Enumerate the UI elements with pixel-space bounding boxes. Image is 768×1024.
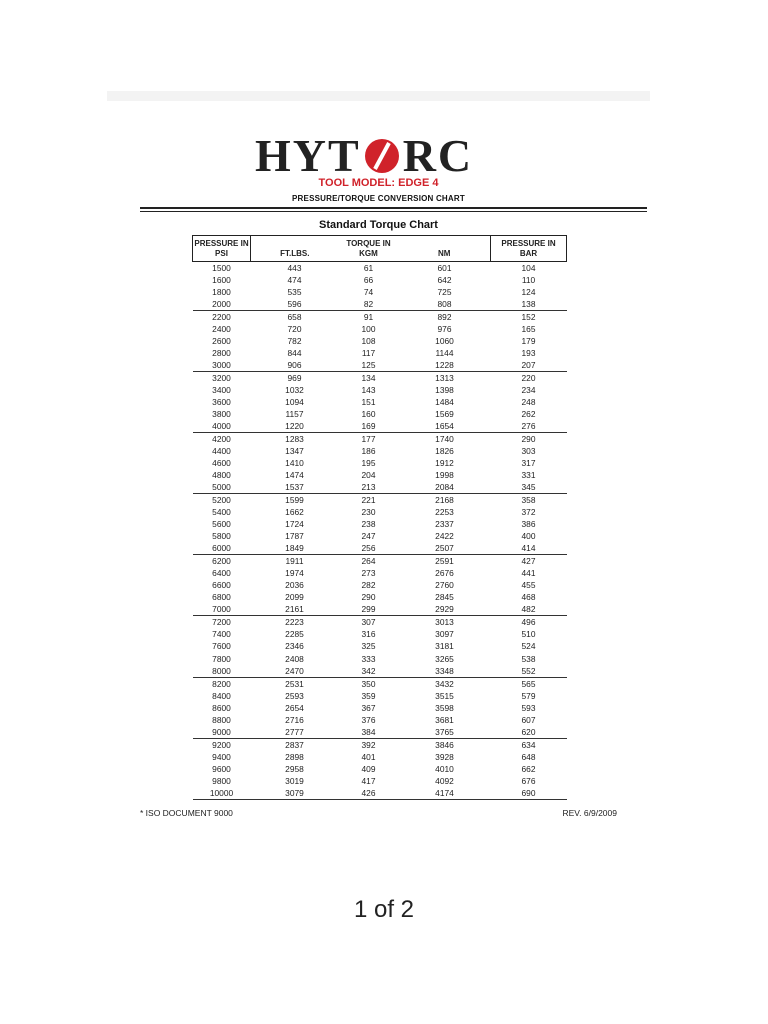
cell-ft-lbs: 906 bbox=[287, 360, 302, 371]
hytorc-logo bbox=[255, 130, 474, 181]
cell-bar: 358 bbox=[491, 494, 567, 507]
cell-psi: 2000 bbox=[212, 299, 231, 310]
cell-bar: 455 bbox=[521, 580, 536, 591]
cell-kgm: 134 bbox=[339, 372, 399, 385]
table-row bbox=[193, 506, 567, 518]
cell-ft-lbs: 535 bbox=[287, 287, 302, 298]
cell-bar: 220 bbox=[491, 372, 567, 385]
cell-bar: 414 bbox=[521, 543, 536, 554]
cell-bar: 290 bbox=[491, 433, 567, 446]
table-row bbox=[193, 420, 567, 433]
header-pressure-bar-line1: PRESSURE IN bbox=[501, 239, 556, 248]
cell-ft-lbs: 1662 bbox=[285, 507, 304, 518]
table-row bbox=[193, 274, 567, 286]
table-row bbox=[193, 665, 567, 678]
cell-ft-lbs: 2408 bbox=[285, 653, 304, 664]
cell-bar: 496 bbox=[491, 616, 567, 629]
cell-bar: 524 bbox=[521, 641, 536, 652]
cell-kgm: 264 bbox=[339, 555, 399, 568]
table-row bbox=[193, 653, 567, 665]
cell-ft-lbs: 1220 bbox=[285, 421, 304, 432]
table-row bbox=[193, 408, 567, 420]
cell-nm: 3097 bbox=[435, 629, 454, 640]
cell-kgm: 125 bbox=[361, 360, 376, 371]
cell-psi: 4000 bbox=[212, 421, 231, 432]
cell-nm: 3265 bbox=[435, 653, 454, 664]
cell-kgm: 273 bbox=[361, 568, 376, 579]
cell-psi: 1500 bbox=[212, 263, 231, 273]
cell-nm: 3928 bbox=[435, 751, 454, 762]
cell-bar: 124 bbox=[521, 287, 536, 298]
cell-bar: 152 bbox=[491, 311, 567, 324]
table-row bbox=[193, 763, 567, 775]
cell-psi: 4600 bbox=[212, 458, 231, 469]
cell-bar: 276 bbox=[521, 421, 536, 432]
cell-nm: 1912 bbox=[435, 458, 454, 469]
cell-ft-lbs: 1724 bbox=[285, 519, 304, 530]
cell-nm: 4174 bbox=[399, 787, 491, 800]
cell-nm: 3013 bbox=[399, 616, 491, 629]
cell-nm: 1228 bbox=[435, 360, 454, 371]
cell-kgm: 426 bbox=[339, 787, 399, 800]
cell-ft-lbs: 658 bbox=[251, 311, 339, 324]
cell-ft-lbs: 1974 bbox=[285, 568, 304, 579]
cell-kgm: 66 bbox=[363, 275, 374, 286]
cell-nm: 3432 bbox=[399, 677, 491, 690]
cell-kgm: 256 bbox=[361, 543, 376, 554]
cell-kgm: 384 bbox=[361, 726, 376, 737]
cell-bar: 565 bbox=[491, 677, 567, 690]
cell-nm: 2676 bbox=[435, 568, 454, 579]
cell-ft-lbs: 844 bbox=[287, 348, 302, 359]
cell-kgm: 91 bbox=[339, 311, 399, 324]
cell-psi: 8400 bbox=[212, 690, 231, 701]
chart-subtitle: PRESSURE/TORQUE CONVERSION CHART bbox=[292, 194, 465, 203]
header-rule-thick bbox=[140, 207, 647, 209]
cell-bar: 262 bbox=[521, 409, 536, 420]
cell-bar: 248 bbox=[521, 397, 536, 408]
cell-psi: 5600 bbox=[212, 519, 231, 530]
cell-psi: 8800 bbox=[212, 714, 231, 725]
table-header-row bbox=[193, 236, 567, 262]
header-pressure-psi-line2: PSI bbox=[215, 249, 228, 258]
cell-psi: 3200 bbox=[193, 372, 251, 385]
cell-nm: 3765 bbox=[435, 726, 454, 737]
table-row bbox=[193, 640, 567, 652]
table-row bbox=[193, 726, 567, 739]
cell-psi: 3600 bbox=[212, 397, 231, 408]
cell-ft-lbs: 2346 bbox=[285, 641, 304, 652]
cell-psi: 8200 bbox=[193, 677, 251, 690]
cell-psi: 2600 bbox=[212, 336, 231, 347]
cell-bar: 510 bbox=[521, 629, 536, 640]
cell-kgm: 82 bbox=[363, 299, 374, 310]
cell-nm: 4010 bbox=[435, 763, 454, 774]
cell-ft-lbs: 3079 bbox=[251, 787, 339, 800]
cell-bar: 400 bbox=[521, 531, 536, 542]
cell-kgm: 160 bbox=[361, 409, 376, 420]
cell-kgm: 247 bbox=[361, 531, 376, 542]
cell-ft-lbs: 1787 bbox=[285, 531, 304, 542]
cell-bar: 317 bbox=[521, 458, 536, 469]
cell-ft-lbs: 2161 bbox=[285, 604, 304, 615]
cell-psi: 9800 bbox=[212, 775, 231, 786]
cell-psi: 7800 bbox=[212, 653, 231, 664]
cell-nm: 2507 bbox=[435, 543, 454, 554]
cell-psi: 8000 bbox=[212, 665, 231, 676]
cell-ft-lbs: 1911 bbox=[251, 555, 339, 568]
logo-text-suffix: RC bbox=[402, 130, 474, 181]
cell-kgm: 316 bbox=[361, 629, 376, 640]
cell-kgm: 282 bbox=[361, 580, 376, 591]
cell-kgm: 61 bbox=[363, 263, 374, 273]
cell-kgm: 230 bbox=[361, 507, 376, 518]
cell-nm: 2760 bbox=[435, 580, 454, 591]
logo-o-slash-icon bbox=[363, 137, 401, 175]
cell-kgm: 221 bbox=[339, 494, 399, 507]
cell-nm: 1569 bbox=[435, 409, 454, 420]
cell-nm: 2422 bbox=[435, 531, 454, 542]
table-row bbox=[193, 677, 567, 690]
cell-nm: 2084 bbox=[435, 482, 454, 493]
table-row bbox=[193, 311, 567, 324]
table-row bbox=[193, 690, 567, 702]
cell-psi: 9000 bbox=[212, 726, 231, 737]
cell-nm: 892 bbox=[399, 311, 491, 324]
cell-psi: 1800 bbox=[212, 287, 231, 298]
cell-nm: 1998 bbox=[435, 470, 454, 481]
table-row bbox=[193, 372, 567, 385]
cell-nm: 1060 bbox=[435, 336, 454, 347]
table-row bbox=[193, 396, 567, 408]
header-rule-thin bbox=[140, 211, 647, 212]
table-row bbox=[193, 775, 567, 787]
table-row bbox=[193, 751, 567, 763]
cell-kgm: 195 bbox=[361, 458, 376, 469]
cell-psi: 7400 bbox=[212, 629, 231, 640]
cell-bar: 179 bbox=[521, 336, 536, 347]
table-row bbox=[193, 445, 567, 457]
cell-ft-lbs: 1094 bbox=[285, 397, 304, 408]
cell-nm: 1313 bbox=[399, 372, 491, 385]
table-row bbox=[193, 469, 567, 481]
table-row bbox=[193, 616, 567, 629]
cell-psi: 3800 bbox=[212, 409, 231, 420]
cell-nm: 1144 bbox=[435, 348, 454, 359]
cell-ft-lbs: 443 bbox=[287, 263, 302, 273]
cell-ft-lbs: 2958 bbox=[285, 763, 304, 774]
cell-kgm: 100 bbox=[361, 324, 376, 335]
cell-ft-lbs: 969 bbox=[251, 372, 339, 385]
header-pressure-psi-line1: PRESSURE IN bbox=[194, 239, 249, 248]
cell-nm: 3598 bbox=[435, 702, 454, 713]
cell-kgm: 213 bbox=[361, 482, 376, 493]
table-row bbox=[193, 323, 567, 335]
cell-bar: 372 bbox=[521, 507, 536, 518]
header-kgm-label: KGM bbox=[359, 249, 378, 258]
cell-bar: 303 bbox=[521, 446, 536, 457]
cell-psi: 3000 bbox=[212, 360, 231, 371]
cell-psi: 7000 bbox=[212, 604, 231, 615]
cell-kgm: 238 bbox=[361, 519, 376, 530]
cell-bar: 207 bbox=[521, 360, 536, 371]
cell-bar: 552 bbox=[521, 665, 536, 676]
viewer-top-band bbox=[107, 91, 650, 101]
footer-revision: REV. 6/9/2009 bbox=[562, 808, 617, 818]
footer-iso-note: * ISO DOCUMENT 9000 bbox=[140, 808, 233, 818]
cell-ft-lbs: 2285 bbox=[285, 629, 304, 640]
table-row bbox=[193, 518, 567, 530]
cell-bar: 427 bbox=[491, 555, 567, 568]
cell-bar: 386 bbox=[521, 519, 536, 530]
table-row bbox=[193, 714, 567, 726]
cell-bar: 690 bbox=[491, 787, 567, 800]
cell-bar: 138 bbox=[521, 299, 536, 310]
cell-psi: 2400 bbox=[212, 324, 231, 335]
cell-ft-lbs: 720 bbox=[287, 324, 302, 335]
cell-nm: 4092 bbox=[435, 775, 454, 786]
cell-kgm: 333 bbox=[361, 653, 376, 664]
header-pressure-psi bbox=[193, 236, 251, 262]
cell-ft-lbs: 2716 bbox=[285, 714, 304, 725]
cell-ft-lbs: 1157 bbox=[285, 409, 304, 420]
cell-kgm: 367 bbox=[361, 702, 376, 713]
cell-kgm: 204 bbox=[361, 470, 376, 481]
cell-kgm: 392 bbox=[339, 738, 399, 751]
cell-bar: 593 bbox=[521, 702, 536, 713]
table-row bbox=[193, 579, 567, 591]
cell-nm: 2253 bbox=[435, 507, 454, 518]
cell-ft-lbs: 2223 bbox=[251, 616, 339, 629]
cell-nm: 2591 bbox=[399, 555, 491, 568]
header-pressure-bar-line2: BAR bbox=[519, 249, 538, 258]
cell-kgm: 307 bbox=[339, 616, 399, 629]
cell-kgm: 74 bbox=[363, 287, 374, 298]
cell-psi: 6400 bbox=[212, 568, 231, 579]
cell-bar: 538 bbox=[521, 653, 536, 664]
cell-psi: 2200 bbox=[193, 311, 251, 324]
cell-psi: 2800 bbox=[212, 348, 231, 359]
cell-nm: 1484 bbox=[435, 397, 454, 408]
cell-ft-lbs: 474 bbox=[287, 275, 302, 286]
cell-psi: 8600 bbox=[212, 702, 231, 713]
table-row bbox=[193, 628, 567, 640]
cell-psi: 6200 bbox=[193, 555, 251, 568]
cell-ft-lbs: 1283 bbox=[251, 433, 339, 446]
cell-ft-lbs: 2470 bbox=[285, 665, 304, 676]
cell-ft-lbs: 1537 bbox=[285, 482, 304, 493]
table-row bbox=[193, 555, 567, 568]
table-row bbox=[193, 481, 567, 494]
cell-bar: 468 bbox=[521, 592, 536, 603]
logo-text-prefix: HYT bbox=[255, 130, 361, 181]
document-page bbox=[107, 101, 650, 835]
cell-bar: 648 bbox=[521, 751, 536, 762]
cell-ft-lbs: 2099 bbox=[285, 592, 304, 603]
table-row bbox=[193, 286, 567, 298]
torque-table bbox=[192, 235, 567, 800]
cell-bar: 662 bbox=[521, 763, 536, 774]
cell-kgm: 177 bbox=[339, 433, 399, 446]
cell-bar: 607 bbox=[521, 714, 536, 725]
cell-nm: 1398 bbox=[435, 385, 454, 396]
cell-kgm: 376 bbox=[361, 714, 376, 725]
cell-kgm: 151 bbox=[361, 397, 376, 408]
header-nm bbox=[399, 236, 491, 262]
cell-bar: 634 bbox=[491, 738, 567, 751]
cell-bar: 482 bbox=[521, 604, 536, 615]
cell-nm: 1826 bbox=[435, 446, 454, 457]
cell-nm: 808 bbox=[437, 299, 452, 310]
cell-kgm: 325 bbox=[361, 641, 376, 652]
table-row bbox=[193, 384, 567, 396]
table-row bbox=[193, 494, 567, 507]
header-ft-lbs bbox=[251, 236, 339, 262]
chart-title: Standard Torque Chart bbox=[319, 219, 438, 231]
cell-bar: 345 bbox=[521, 482, 536, 493]
cell-nm: 1740 bbox=[399, 433, 491, 446]
cell-bar: 620 bbox=[521, 726, 536, 737]
cell-ft-lbs: 1599 bbox=[251, 494, 339, 507]
table-row bbox=[193, 603, 567, 616]
cell-psi: 5400 bbox=[212, 507, 231, 518]
cell-psi: 6000 bbox=[212, 543, 231, 554]
cell-psi: 10000 bbox=[193, 787, 251, 800]
cell-psi: 5800 bbox=[212, 531, 231, 542]
cell-kgm: 417 bbox=[361, 775, 376, 786]
table-row bbox=[193, 567, 567, 579]
cell-ft-lbs: 2531 bbox=[251, 677, 339, 690]
cell-kgm: 169 bbox=[361, 421, 376, 432]
cell-nm: 2845 bbox=[435, 592, 454, 603]
cell-kgm: 401 bbox=[361, 751, 376, 762]
cell-nm: 3181 bbox=[435, 641, 454, 652]
cell-ft-lbs: 1347 bbox=[285, 446, 304, 457]
cell-nm: 642 bbox=[437, 275, 452, 286]
table-row bbox=[193, 702, 567, 714]
table-row bbox=[193, 530, 567, 542]
cell-kgm: 299 bbox=[361, 604, 376, 615]
cell-nm: 2168 bbox=[399, 494, 491, 507]
cell-kgm: 117 bbox=[361, 348, 376, 359]
header-nm-label: NM bbox=[438, 249, 451, 258]
cell-nm: 3846 bbox=[399, 738, 491, 751]
cell-psi: 4400 bbox=[212, 446, 231, 457]
cell-bar: 234 bbox=[521, 385, 536, 396]
cell-nm: 3348 bbox=[435, 665, 454, 676]
cell-bar: 331 bbox=[521, 470, 536, 481]
cell-ft-lbs: 1474 bbox=[285, 470, 304, 481]
table-row bbox=[193, 738, 567, 751]
header-ft-lbs-label: FT.LBS. bbox=[280, 249, 310, 258]
page-indicator: 1 of 2 bbox=[353, 896, 415, 923]
table-row bbox=[193, 787, 567, 800]
header-kgm bbox=[339, 236, 399, 262]
cell-psi: 5000 bbox=[212, 482, 231, 493]
cell-ft-lbs: 3019 bbox=[285, 775, 304, 786]
table-row bbox=[193, 359, 567, 372]
cell-kgm: 290 bbox=[361, 592, 376, 603]
cell-psi: 6600 bbox=[212, 580, 231, 591]
table-row bbox=[193, 591, 567, 603]
cell-nm: 3515 bbox=[435, 690, 454, 701]
cell-ft-lbs: 2036 bbox=[285, 580, 304, 591]
cell-psi: 4200 bbox=[193, 433, 251, 446]
table-row bbox=[193, 335, 567, 347]
cell-nm: 1654 bbox=[435, 421, 454, 432]
cell-psi: 9600 bbox=[212, 763, 231, 774]
cell-psi: 5200 bbox=[193, 494, 251, 507]
cell-nm: 725 bbox=[437, 287, 452, 298]
cell-psi: 6800 bbox=[212, 592, 231, 603]
cell-kgm: 342 bbox=[361, 665, 376, 676]
cell-bar: 579 bbox=[521, 690, 536, 701]
header-torque-group: TORQUE IN bbox=[346, 239, 391, 248]
cell-bar: 193 bbox=[521, 348, 536, 359]
cell-bar: 165 bbox=[521, 324, 536, 335]
cell-psi: 9400 bbox=[212, 751, 231, 762]
cell-psi: 7200 bbox=[193, 616, 251, 629]
table-row bbox=[193, 347, 567, 359]
cell-kgm: 350 bbox=[339, 677, 399, 690]
cell-kgm: 186 bbox=[361, 446, 376, 457]
cell-kgm: 409 bbox=[361, 763, 376, 774]
cell-nm: 2337 bbox=[435, 519, 454, 530]
cell-kgm: 359 bbox=[361, 690, 376, 701]
cell-ft-lbs: 2654 bbox=[285, 702, 304, 713]
cell-ft-lbs: 596 bbox=[287, 299, 302, 310]
cell-ft-lbs: 1410 bbox=[285, 458, 304, 469]
cell-ft-lbs: 2837 bbox=[251, 738, 339, 751]
cell-ft-lbs: 2777 bbox=[285, 726, 304, 737]
cell-bar: 104 bbox=[521, 263, 536, 273]
cell-ft-lbs: 2898 bbox=[285, 751, 304, 762]
cell-bar: 110 bbox=[521, 275, 536, 286]
table-row bbox=[193, 298, 567, 311]
table-row bbox=[193, 433, 567, 446]
cell-kgm: 143 bbox=[361, 385, 376, 396]
cell-bar: 676 bbox=[521, 775, 536, 786]
cell-psi: 3400 bbox=[212, 385, 231, 396]
header-pressure-bar bbox=[491, 236, 567, 262]
cell-nm: 976 bbox=[437, 324, 452, 335]
cell-psi: 1600 bbox=[212, 275, 231, 286]
cell-kgm: 108 bbox=[361, 336, 376, 347]
cell-psi: 4800 bbox=[212, 470, 231, 481]
cell-nm: 2929 bbox=[435, 604, 454, 615]
table-row bbox=[193, 457, 567, 469]
table-row bbox=[193, 262, 567, 275]
cell-nm: 3681 bbox=[435, 714, 454, 725]
cell-psi: 7600 bbox=[212, 641, 231, 652]
cell-ft-lbs: 2593 bbox=[285, 690, 304, 701]
cell-ft-lbs: 1032 bbox=[285, 385, 304, 396]
cell-nm: 601 bbox=[437, 263, 452, 273]
tool-model-label: TOOL MODEL: EDGE 4 bbox=[318, 177, 439, 189]
cell-ft-lbs: 1849 bbox=[285, 543, 304, 554]
cell-bar: 441 bbox=[521, 568, 536, 579]
cell-ft-lbs: 782 bbox=[287, 336, 302, 347]
cell-psi: 9200 bbox=[193, 738, 251, 751]
table-body bbox=[193, 262, 567, 800]
table-row bbox=[193, 542, 567, 555]
